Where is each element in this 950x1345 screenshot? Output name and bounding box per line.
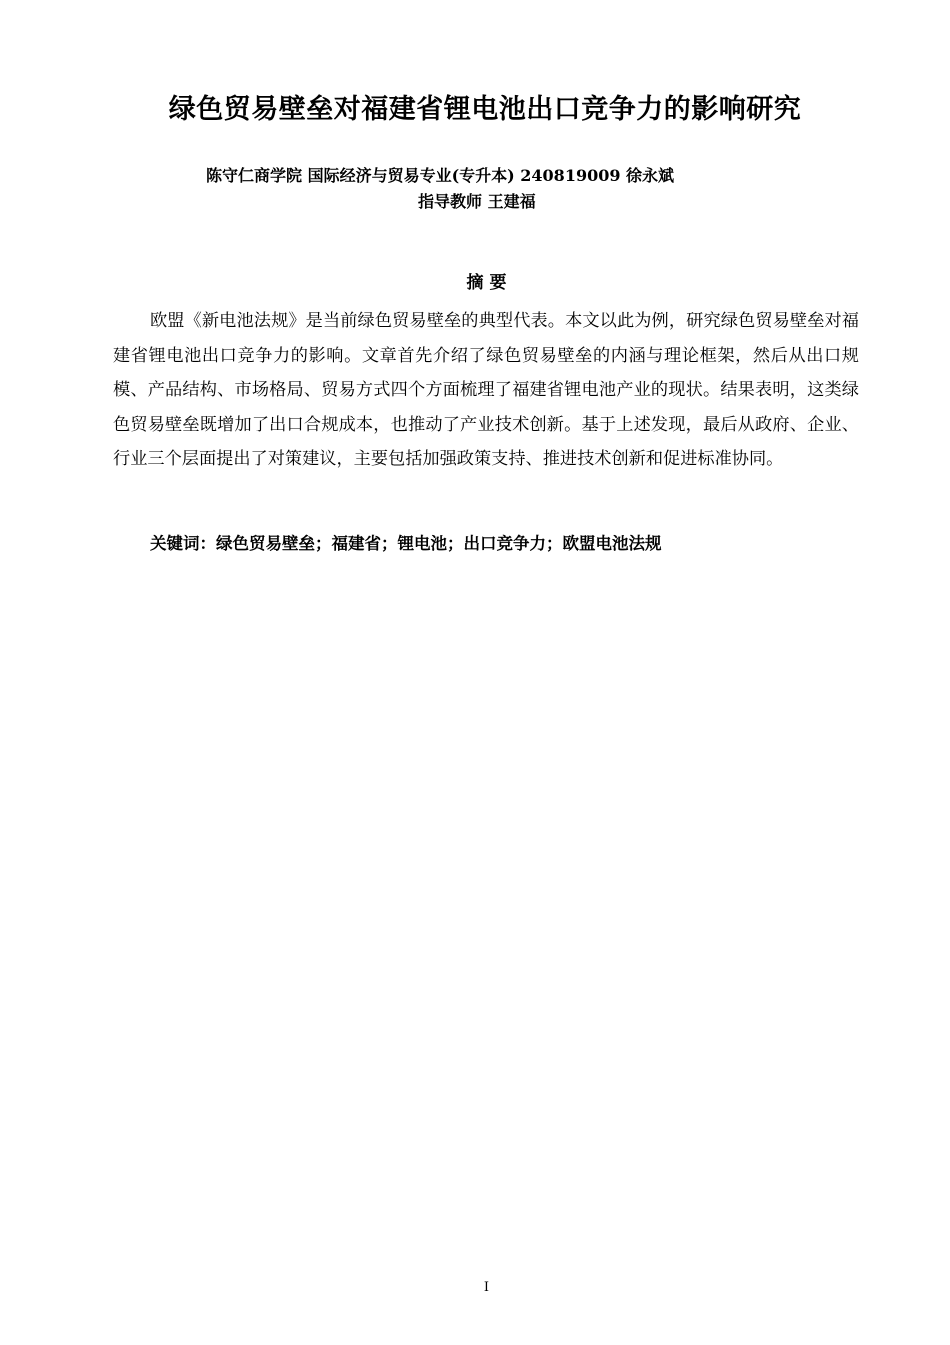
advisor-info: 指导教师 王建福 <box>418 192 536 211</box>
page-number: I <box>483 1280 490 1295</box>
paper-title: 绿色贸易壁垒对福建省锂电池出口竞争力的影响研究 <box>168 94 802 125</box>
author-info: 陈守仁商学院 国际经济与贸易专业(专升本) 240819009 徐永斌 <box>206 166 675 185</box>
keywords-line: 关键词：绿色贸易壁垒；福建省；锂电池；出口竞争力；欧盟电池法规 <box>150 534 662 553</box>
abstract-heading: 摘 要 <box>466 273 507 293</box>
abstract-body: 欧盟《新电池法规》是当前绿色贸易壁垒的典型代表。本文以此为例，研究绿色贸易壁垒对福建省锂电池出口竞争力的影响。文章首先介绍了绿色贸易壁垒的内涵与理论框架，然后从出口规模、产品结构、市场格局、贸易方式四个方面梳理了福建省锂电池产业的现状。结果表明，这类绿色贸易壁垒既增加了出口合规成本，也推动了产业技术创新。基于上述发现，最后从政府、企业、行业三个层面提出了对策建议，主要包括加强政策支持、推进技术创新和促进标准协同。 <box>113 311 859 470</box>
